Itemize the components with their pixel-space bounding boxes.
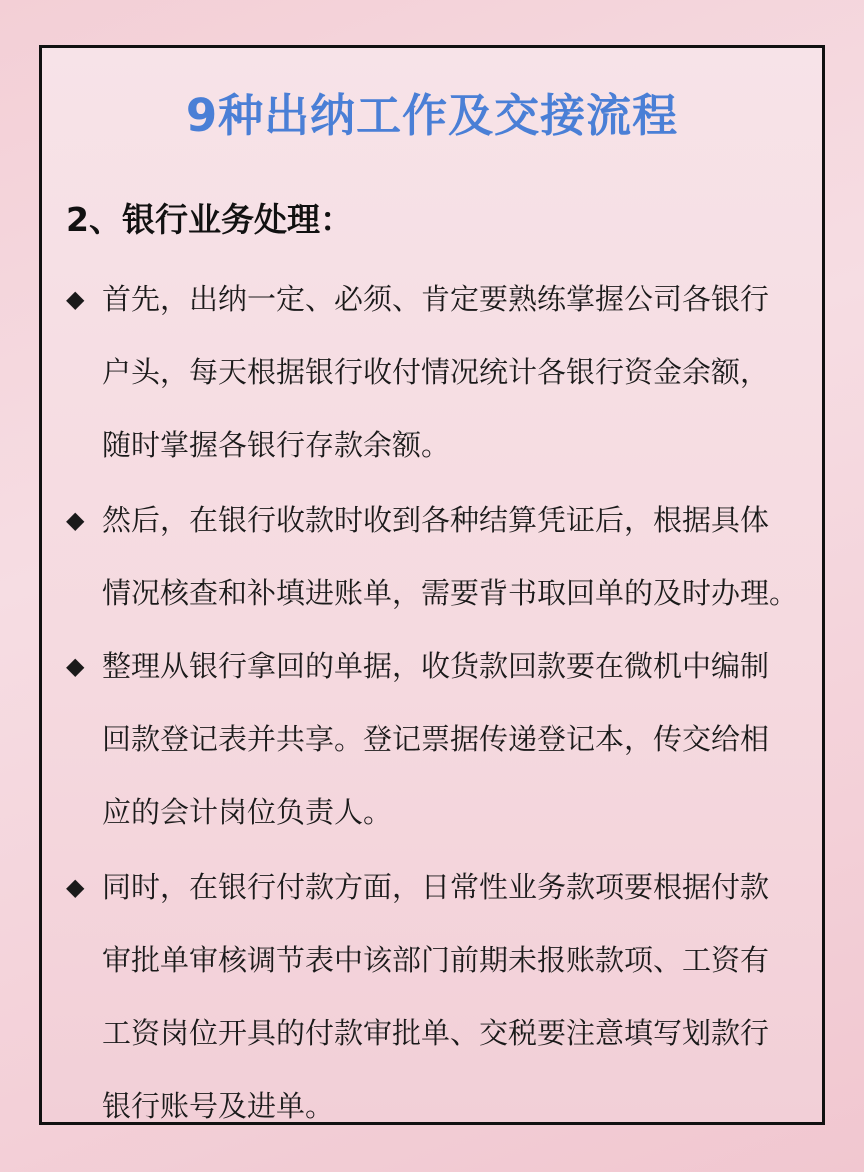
line-text: 户头，每天根据银行收付情况统计各银行资金余额， [102,355,770,389]
paragraph-line [66,630,826,703]
paragraph-line [66,851,826,924]
paragraph-line [66,263,826,336]
paragraph-line [66,557,826,630]
paragraph-line [66,997,826,1070]
paragraph-line [66,336,826,409]
paragraph-2 [66,484,826,630]
diamond-bullet-icon: ◆ [66,506,85,534]
diamond-bullet-icon: ◆ [66,873,85,901]
paragraph-line [66,924,826,997]
paragraph-4 [66,851,826,1143]
line-text: 整理从银行拿回的单据，收货款回款要在微机中编制 [102,649,770,683]
line-text: 同时，在银行付款方面，日常性业务款项要根据付款 [102,870,770,904]
diamond-bullet-icon: ◆ [66,285,85,313]
line-text: 然后，在银行收款时收到各种结算凭证后，根据具体 [102,503,770,537]
paragraph-3 [66,630,826,849]
section-heading: 2、银行业务处理： [66,200,353,239]
paragraph-line [66,484,826,557]
paragraph-line [66,776,826,849]
line-text: 银行账号及进单。 [102,1089,335,1123]
line-text: 情况核查和补填进账单，需要背书取回单的及时办理。 [102,576,799,610]
page-title: 9种出纳工作及交接流程 [185,89,679,142]
paragraph-line [66,409,826,482]
diamond-bullet-icon: ◆ [66,652,85,680]
line-text: 工资岗位开具的付款审批单、交税要注意填写划款行 [102,1016,770,1050]
line-text: 回款登记表并共享。登记票据传递登记本，传交给相 [102,722,770,756]
line-text: 审批单审核调节表中该部门前期未报账款项、工资有 [102,943,770,977]
paragraph-line [66,1070,826,1143]
line-text: 首先，出纳一定、必须、肯定要熟练掌握公司各银行 [102,282,770,316]
line-text: 随时掌握各银行存款余额。 [102,428,451,462]
paragraph-line [66,703,826,776]
paragraph-1 [66,263,826,482]
line-text: 应的会计岗位负责人。 [102,795,393,829]
